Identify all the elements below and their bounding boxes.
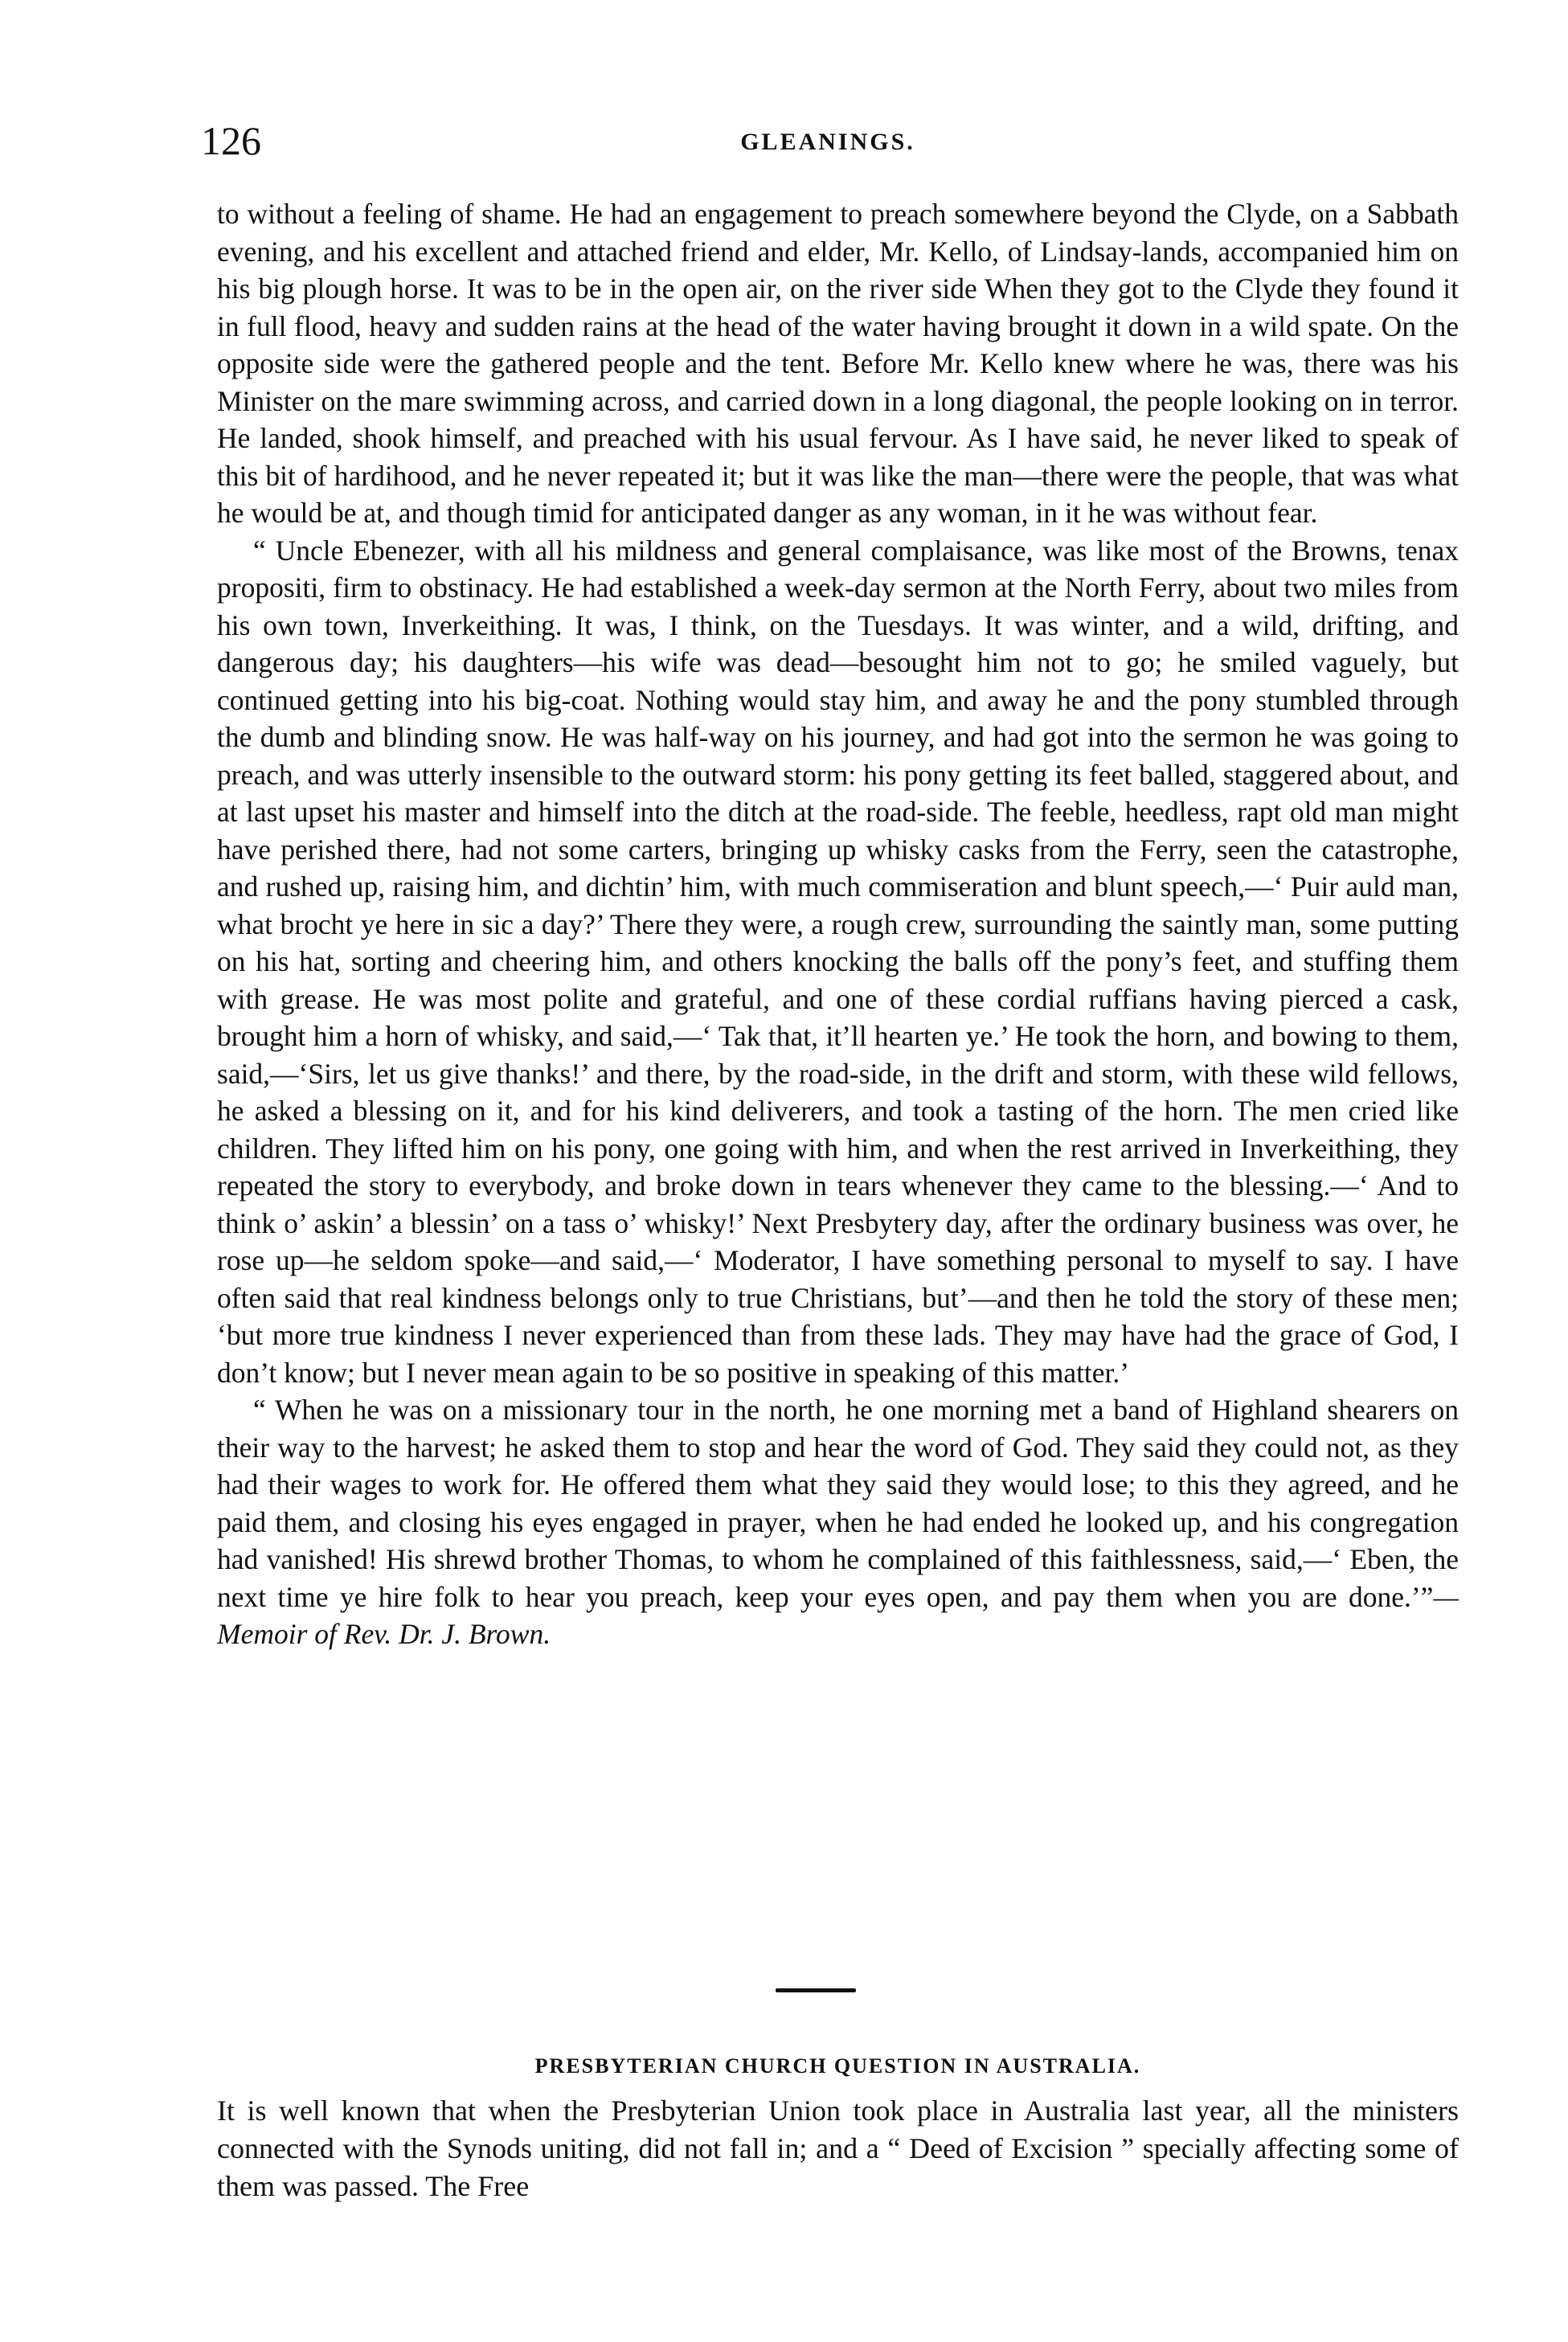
page-header	[201, 118, 1455, 169]
section-body	[217, 2092, 1459, 2205]
article-body	[217, 195, 1459, 1653]
page-number: 126	[201, 118, 261, 163]
source-citation: —Memoir of Rev. Dr. J. Brown.	[217, 1580, 1459, 1650]
paragraph-uncle-ebenezer: “ Uncle Ebenezer, with all his mildness and general complaisance, was like most of the Browns, tenax propositi, firm to obstinacy. He had established a week-day sermon at the North Ferry, about two miles from his own town, Inverkeithing. It was, I think, on the Tuesdays. It was winter, and a wild, drifting, and dangerous day; his daughters—his wife was dead—besought him not to go; he smiled vaguely, but continued getting into his big-coat. Nothing would stay him, and away he and the pony stumbled through the dumb and blinding snow. He was half-way on his journey, and had got into the sermon he was going to preach, and was utterly insensible to the outward storm: his pony getting its feet balled, staggered about, and at last upset his master and himself into the ditch at the road-side. The feeble, heedless, rapt old man might have perished there, had not some carters, bringing up whisky casks from the Ferry, seen the catastrophe, and rushed up, raising him, and dichtin’ him, with much commiseration and blunt speech,—‘ Puir auld man, what brocht ye here in sic a day?’ There they were, a rough crew, surrounding the saintly man, some putting on his hat, sorting and cheering him, and others knocking the balls off the pony’s feet, and stuffing them with grease. He was most polite and grateful, and one of these cordial ruffians having pierced a cask, brought him a horn of whisky, and said,—‘ Tak that, it’ll hearten ye.’ He took the horn, and bowing to them, said,—‘Sirs, let us give thanks!’ and there, by the road-side, in the drift and storm, with these wild fellows, he asked a blessing on it, and for his kind deliverers, and took a tasting of the horn. The men cried like children. They lifted him on his pony, one going with him, and when the rest arrived in Inverkeithing, they repeated the story to everybody, and broke down in tears whenever they came to the blessing.—‘ And to think o’ askin’ a blessin’ on a tass o’ whisky!’ Next Presbytery day, after the ordinary business was over, he rose up—he seldom spoke—and said,—‘ Moderator, I have something personal to myself to say. I have often said that real kindness belongs only to true Christians, but’—and then he told the story of these men; ‘but more true kindness I never experienced than from these lads. They may have had the grace of God, I don’t know; but I never mean again to be so positive in speaking of this matter.’	[217, 534, 1459, 1389]
section-heading: PRESBYTERIAN CHURCH QUESTION IN AUSTRALIA.	[534, 2054, 1141, 2078]
section-divider	[776, 1988, 856, 1992]
section-paragraph: It is well known that when the Presbyterian Union took place in Australia last year, all the ministers connected with the Synods uniting, did not fall in; and a “ Deed of Excision ” specially affecting some of them was passed. The Free	[217, 2094, 1459, 2202]
paragraph-missionary-tour	[217, 1391, 1459, 1653]
paragraph-continuation: to without a feeling of shame. He had an engagement to preach somewhere beyond the Clyde, on a Sabbath evening, and his excellent and attached friend and elder, Mr. Kello, of Lindsay-lands, accompanied him on his big plough horse. It was to be in the open air, on the river side When they got to the Clyde they found it in full flood, heavy and sudden rains at the head of the water having brought it down in a wild spate. On the opposite side were the gathered people and the tent. Before Mr. Kello knew where he was, there was his Minister on the mare swimming across, and carried down in a long diagonal, the people looking on in terror. He landed, shook himself, and preached with his usual fervour. As I have said, he never liked to speak of this bit of hardihood, and he never repeated it; but it was like the man—there were the people, that was what he would be at, and though timid for anticipated danger as any woman, in it he was without fear.	[217, 198, 1459, 529]
paragraph-missionary-tour-text: “ When he was on a missionary tour in the north, he one morning met a band of Highland shearers on their way to the harvest; he asked them to stop and hear the word of God. They said they could not, as they had their wages to work for. He offered them what they said they would lose; to this they agreed, and he paid them, and closing his eyes engaged in prayer, when he had ended he looked up, and his congregation had vanished! His shrewd brother Thomas, to whom he complained of this faithlessness, said,—‘ Eben, the next time ye hire folk to hear you preach, keep your eyes open, and pay them when you are done.’”	[217, 1394, 1459, 1613]
running-head: GLEANINGS.	[740, 129, 915, 155]
